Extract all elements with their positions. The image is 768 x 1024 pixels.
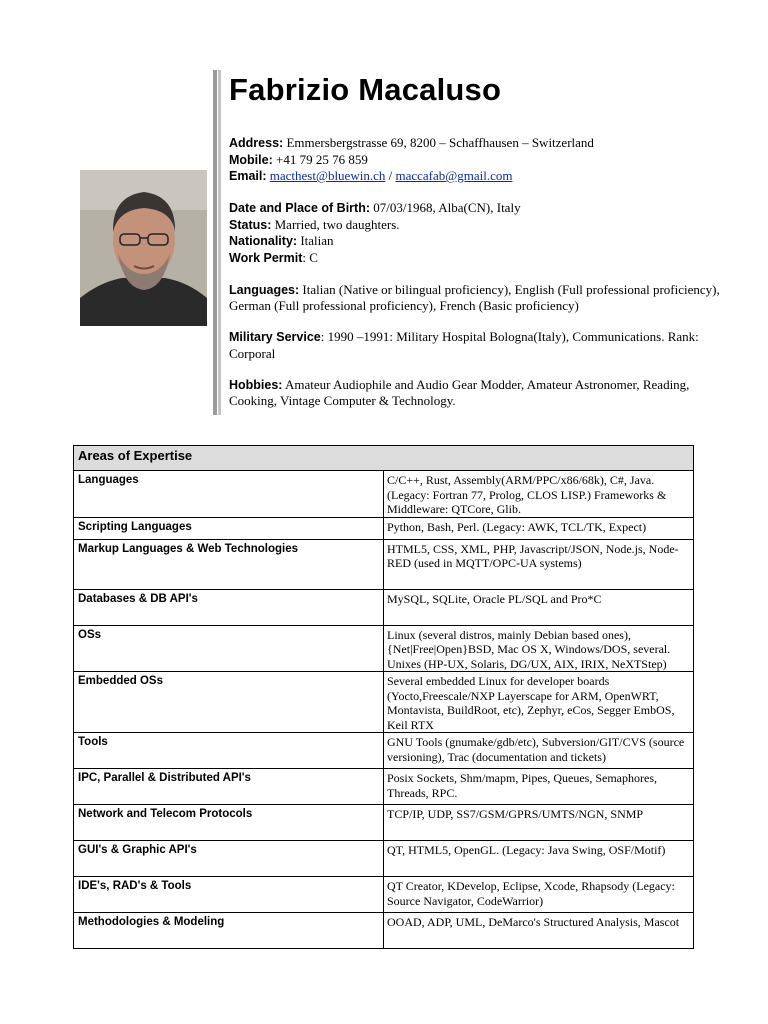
table-row — [74, 769, 694, 805]
expertise-category: Embedded OSs — [74, 672, 384, 733]
expertise-value: Posix Sockets, Shm/mapm, Pipes, Queues, Semaphores, Threads, RPC. — [384, 769, 694, 805]
expertise-category: Network and Telecom Protocols — [74, 805, 384, 841]
expertise-table — [73, 445, 694, 949]
hobbies-label: Hobbies: — [229, 377, 283, 392]
expertise-category: IPC, Parallel & Distributed API's — [74, 769, 384, 805]
expertise-value: OOAD, ADP, UML, DeMarco's Structured Analysis, Mascot — [384, 913, 694, 949]
candidate-name: Fabrizio Macaluso — [229, 72, 502, 107]
table-row — [74, 672, 694, 733]
status-value: Married, two daughters. — [274, 216, 400, 232]
expertise-value: Python, Bash, Perl. (Legacy: AWK, TCL/TK, Expect) — [384, 517, 694, 539]
expertise-table-title: Areas of Expertise — [74, 446, 694, 471]
address-line — [229, 135, 729, 152]
email-link-primary[interactable]: macthest@bluewin.ch — [269, 168, 386, 183]
expertise-category: Methodologies & Modeling — [74, 913, 384, 949]
expertise-table-container — [73, 445, 694, 949]
expertise-category: Scripting Languages — [74, 517, 384, 539]
military-block — [229, 329, 729, 361]
military-value: : 1990 –1991: Military Hospital Bologna(Italy), Communications. Rank: Corporal — [229, 329, 699, 361]
expertise-value: GNU Tools (gnumake/gdb/etc), Subversion/GIT/CVS (source versioning), Trac (documentation and tickets) — [384, 733, 694, 769]
expertise-value: C/C++, Rust, Assembly(ARM/PPC/x86/68k), C#, Java. (Legacy: Fortran 77, Prolog, CLOS LISP.) Frameworks & Middleware: QTCore, Glib. — [384, 471, 694, 518]
expertise-value: Linux (several distros, mainly Debian based ones), {Net|Free|Open}BSD, Mac OS X, Windows/DOS, several. Unixes (HP-UX, Solaris, DG/UX, AIX, IRIX, NeXTStep) — [384, 625, 694, 672]
work-permit-label: Work Permit — [229, 250, 303, 265]
expertise-value: QT Creator, KDevelop, Eclipse, Xcode, Rhapsody (Legacy: Source Navigator, CodeWarrior) — [384, 877, 694, 913]
address-label: Address: — [229, 136, 284, 150]
table-row — [74, 733, 694, 769]
expertise-value: MySQL, SQLite, Oracle PL/SQL and Pro*C — [384, 589, 694, 625]
expertise-category: Databases & DB API's — [74, 589, 384, 625]
mobile-label: Mobile: — [229, 152, 273, 167]
languages-label: Languages: — [229, 282, 300, 297]
dob-label: Date and Place of Birth: — [229, 201, 370, 215]
expertise-category: GUI's & Graphic API's — [74, 841, 384, 877]
table-row — [74, 517, 694, 539]
expertise-category: Tools — [74, 733, 384, 769]
mobile-value: +41 79 25 76 859 — [276, 151, 368, 167]
table-row — [74, 471, 694, 518]
table-row — [74, 841, 694, 877]
nationality-line — [229, 233, 729, 250]
nationality-value: Italian — [300, 233, 334, 248]
status-line — [229, 217, 729, 234]
expertise-value: HTML5, CSS, XML, PHP, Javascript/JSON, Node.js, Node-RED (used in MQTT/OPC-UA systems) — [384, 539, 694, 589]
hobbies-block — [229, 377, 729, 409]
table-row — [74, 877, 694, 913]
mobile-line — [229, 152, 729, 169]
table-row — [74, 589, 694, 625]
email-link-secondary[interactable]: maccafab@gmail.com — [395, 168, 513, 183]
work-permit-line — [229, 250, 729, 267]
expertise-value: Several embedded Linux for developer boards (Yocto,Freescale/NXP Layerscape for ARM, OpenWRT, Montavista, BuildRoot, etc), Zephyr, eCos, Segger EmbOS, Keil RTX — [384, 672, 694, 733]
dob-line — [229, 200, 729, 217]
status-label: Status: — [229, 217, 272, 232]
work-permit-value: : C — [302, 249, 318, 265]
expertise-category: OSs — [74, 625, 384, 672]
profile-photo — [80, 170, 207, 326]
email-line — [229, 168, 729, 185]
expertise-value: QT, HTML5, OpenGL. (Legacy: Java Swing, OSF/Motif) — [384, 841, 694, 877]
languages-value: Italian (Native or bilingual proficiency), English (Full professional proficiency), German (Full professional proficiency), French (Basic proficiency) — [229, 281, 720, 313]
table-row — [74, 805, 694, 841]
languages-block — [229, 282, 729, 314]
expertise-category: Languages — [74, 471, 384, 518]
personal-details-block — [229, 200, 729, 266]
email-label: Email: — [229, 169, 267, 183]
contact-block — [229, 135, 729, 185]
personal-info-section — [229, 70, 729, 424]
table-row — [74, 625, 694, 672]
address-value: Emmersbergstrasse 69, 8200 – Schaffhausen – Switzerland — [286, 135, 594, 150]
nationality-label: Nationality: — [229, 234, 298, 248]
table-row — [74, 913, 694, 949]
hobbies-value: Amateur Audiophile and Audio Gear Modder, Amateur Astronomer, Reading, Cooking, Vintage Computer & Technology. — [229, 376, 690, 408]
expertise-value: TCP/IP, UDP, SS7/GSM/GPRS/UMTS/NGN, SNMP — [384, 805, 694, 841]
military-label: Military Service — [229, 330, 321, 344]
header-divider-bar — [213, 70, 221, 415]
expertise-category: IDE's, RAD's & Tools — [74, 877, 384, 913]
table-row — [74, 539, 694, 589]
dob-value: 07/03/1968, Alba(CN), Italy — [373, 200, 521, 215]
email-separator: / — [388, 168, 393, 183]
expertise-category: Markup Languages & Web Technologies — [74, 539, 384, 589]
